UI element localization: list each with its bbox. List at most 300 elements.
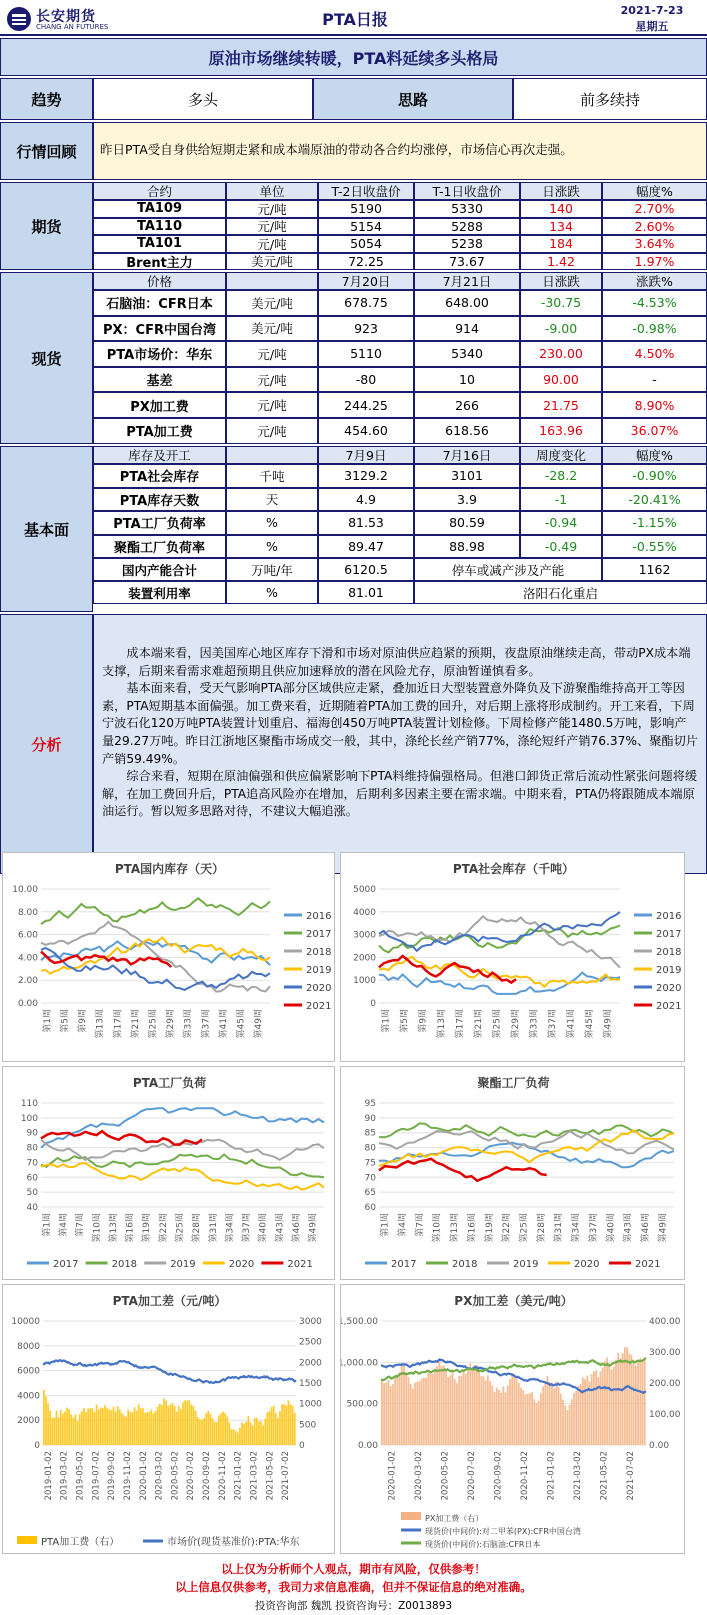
y-tick-label: 6.00	[17, 930, 38, 941]
x-tick-label: 2019-03-02	[59, 1451, 70, 1501]
y-tick-label: 90	[364, 1113, 376, 1124]
bar	[49, 1411, 51, 1445]
bar	[385, 1382, 387, 1445]
utilization-value: 81.01	[318, 581, 414, 604]
spot-cell: 5110	[318, 341, 414, 367]
bar	[569, 1405, 571, 1445]
y-tick-label: 10.00	[12, 885, 38, 895]
y-right-tick-label: 100.00	[649, 1410, 681, 1420]
bar	[231, 1429, 233, 1445]
x-tick-label: 2019-05-02	[75, 1451, 86, 1501]
spot-header-cell: 涨跌%	[602, 272, 707, 290]
bar	[452, 1372, 454, 1445]
bar	[269, 1411, 271, 1445]
bar	[500, 1393, 502, 1445]
chart-title: PTA国内库存（天）	[114, 862, 225, 876]
x-tick-label: 2020-05-02	[170, 1451, 181, 1501]
bar	[197, 1417, 199, 1445]
x-tick-label: 第19周	[142, 1213, 153, 1243]
bar	[644, 1358, 646, 1445]
top-header	[0, 0, 707, 36]
y-tick-label: 0.00	[357, 1441, 378, 1451]
futures-cell: 72.25	[318, 253, 414, 271]
bar	[531, 1392, 533, 1445]
bar	[514, 1374, 516, 1445]
bar	[547, 1376, 549, 1445]
y-right-tick-label: 300.00	[649, 1348, 681, 1358]
x-tick-label: 第16周	[467, 1213, 478, 1243]
bar	[207, 1411, 209, 1445]
bar	[472, 1368, 474, 1445]
x-tick-label: 2021-03-02	[572, 1451, 583, 1501]
fundamentals-label: 基本面	[0, 446, 93, 612]
bar	[529, 1393, 531, 1445]
spot-header-cell: 价格	[93, 272, 226, 290]
x-tick-label: 2021-03-02	[249, 1451, 260, 1501]
bar	[172, 1403, 174, 1445]
spot-cell: 163.96	[520, 418, 602, 444]
bar	[165, 1401, 167, 1445]
y-tick-label: 75	[364, 1158, 376, 1169]
bar	[129, 1412, 131, 1445]
bar	[157, 1407, 159, 1445]
bar	[520, 1388, 522, 1445]
chart-svg	[341, 853, 686, 1063]
y-tick-label: 80	[364, 1143, 376, 1154]
bar	[575, 1391, 577, 1445]
bar	[458, 1376, 460, 1445]
bar	[456, 1383, 458, 1445]
x-tick-label: 第1周	[380, 1213, 391, 1237]
bar	[106, 1408, 108, 1445]
spot-cell: 90.00	[520, 367, 602, 393]
x-tick-label: 2020-07-02	[466, 1451, 477, 1501]
bar	[414, 1383, 416, 1445]
y-right-tick-label: 200.00	[649, 1379, 681, 1389]
legend-label: 现货价(中间价):对二甲苯(PX):CFR中国台湾	[425, 1527, 581, 1536]
x-tick-label: 第31周	[208, 1213, 219, 1243]
y-tick-label: 1,500.00	[341, 1317, 378, 1327]
bar	[176, 1412, 178, 1445]
bar	[216, 1422, 218, 1445]
bar	[637, 1360, 639, 1445]
legend-label: 2018	[306, 947, 332, 958]
legend-label: 2021	[306, 1001, 332, 1012]
bar	[613, 1367, 615, 1445]
bar	[180, 1409, 182, 1445]
chart-svg	[3, 1285, 336, 1555]
bar	[138, 1404, 140, 1445]
futures-cell: 184	[520, 235, 602, 253]
x-tick-label: 第34周	[571, 1213, 582, 1243]
futures-cell: 140	[520, 200, 602, 218]
spot-cell: PX：CFR中国台湾	[93, 316, 226, 342]
x-tick-label: 2019-11-02	[122, 1451, 133, 1501]
bar	[239, 1428, 241, 1445]
x-tick-label: 2020-01-02	[138, 1451, 149, 1501]
y-tick-label: 40	[26, 1203, 38, 1213]
x-tick-label: 第10周	[92, 1213, 103, 1243]
bar	[593, 1371, 595, 1445]
y-right-tick-label: 2500	[299, 1337, 322, 1348]
bar	[226, 1417, 228, 1445]
bar	[229, 1422, 231, 1445]
bar	[56, 1411, 58, 1445]
bar	[142, 1408, 144, 1445]
bar	[294, 1413, 296, 1445]
x-tick-label: 第34周	[225, 1213, 236, 1243]
bar	[205, 1413, 207, 1445]
x-tick-label: 第43周	[623, 1213, 634, 1243]
fundamentals-cell: 3129.2	[318, 464, 414, 488]
bar	[163, 1398, 165, 1445]
bar	[193, 1406, 195, 1445]
spot-cell: -9.00	[520, 316, 602, 342]
series-line	[41, 1163, 324, 1190]
bar	[430, 1373, 432, 1445]
x-tick-label: 2020-05-02	[440, 1451, 451, 1501]
x-tick-label: 第1周	[42, 1213, 53, 1237]
bar	[224, 1413, 226, 1445]
legend-label: 市场价(现货基准价):PTA:华东	[167, 1537, 300, 1548]
y-tick-label: 4.00	[17, 953, 38, 964]
trend-label: 趋势	[0, 78, 93, 120]
bar	[203, 1418, 205, 1445]
legend-label: 2021	[635, 1259, 661, 1270]
y-right-tick-label: 500	[299, 1420, 317, 1431]
bar	[522, 1390, 524, 1445]
legend-label: 2017	[391, 1259, 417, 1270]
legend-label: 2016	[306, 911, 332, 922]
legend-label: 2018	[111, 1259, 138, 1270]
fundamentals-cell: PTA工厂负荷率	[93, 511, 226, 535]
x-tick-label: 第40周	[258, 1213, 269, 1243]
bar	[220, 1413, 222, 1445]
y-tick-label: 80	[26, 1143, 38, 1154]
y-right-tick-label: 2000	[299, 1358, 322, 1369]
bar	[210, 1414, 212, 1445]
bar	[266, 1412, 268, 1445]
x-tick-label: 第25周	[519, 1213, 530, 1243]
spot-header-cell: 7月20日	[318, 272, 414, 290]
fundamentals-cell: -0.94	[520, 511, 602, 535]
bar	[279, 1411, 281, 1445]
bar	[256, 1418, 258, 1445]
fundamentals-cell: %	[226, 511, 318, 535]
bar	[390, 1386, 392, 1445]
bar	[115, 1411, 117, 1445]
x-tick-label: 第13周	[108, 1213, 119, 1243]
bar	[260, 1421, 262, 1445]
bar	[410, 1384, 412, 1445]
legend-label: 2018	[656, 947, 682, 958]
y-tick-label: 85	[364, 1128, 376, 1139]
y-right-tick-label: 1000	[299, 1399, 322, 1410]
x-tick-label: 第4周	[398, 1213, 409, 1237]
spot-cell: 923	[318, 316, 414, 342]
bar	[54, 1417, 56, 1445]
futures-cell: 元/吨	[226, 235, 318, 253]
fundamentals-cell: PTA库存天数	[93, 488, 226, 512]
bar	[98, 1409, 100, 1445]
x-tick-label: 2020-03-02	[413, 1451, 424, 1501]
futures-cell: 5054	[318, 235, 414, 253]
x-tick-label: 第45周	[585, 1009, 596, 1039]
bar	[564, 1406, 566, 1445]
x-tick-label: 第41周	[218, 1009, 229, 1039]
x-tick-label: 第25周	[175, 1213, 186, 1243]
x-tick-label: 第37周	[242, 1213, 253, 1243]
bar	[68, 1409, 70, 1445]
bar	[421, 1379, 423, 1445]
bar	[170, 1405, 172, 1445]
x-tick-label: 2020-01-02	[387, 1451, 398, 1501]
spot-cell: 21.75	[520, 392, 602, 418]
y-right-tick-label: 1500	[299, 1379, 322, 1389]
bar	[494, 1392, 496, 1445]
bar	[518, 1383, 520, 1445]
bar	[281, 1404, 283, 1445]
series-line	[379, 1131, 674, 1153]
bar	[476, 1365, 478, 1445]
bar	[463, 1371, 465, 1445]
bar	[600, 1372, 602, 1445]
bar	[70, 1414, 72, 1445]
x-tick-label: 第46周	[292, 1213, 303, 1243]
bar	[474, 1365, 476, 1445]
y-tick-label: 500.00	[346, 1399, 378, 1410]
bar	[516, 1377, 518, 1445]
bar	[134, 1407, 136, 1445]
bar	[186, 1400, 188, 1445]
spot-cell: -30.75	[520, 290, 602, 316]
x-tick-label: 2021-05-02	[599, 1451, 610, 1501]
bar	[146, 1412, 148, 1445]
bar	[549, 1382, 551, 1445]
logo-name: 长安期货	[36, 9, 96, 25]
bar	[235, 1431, 237, 1445]
futures-header-cell: T-1日收盘价	[414, 182, 520, 200]
futures-cell: 美元/吨	[226, 253, 318, 271]
capacity-unit: 万吨/年	[226, 558, 318, 581]
fundamentals-cell: 88.98	[414, 535, 520, 559]
bar	[250, 1422, 252, 1445]
bar	[441, 1366, 443, 1445]
futures-cell: 3.64%	[602, 235, 707, 253]
bar	[83, 1408, 85, 1445]
y-tick-label: 0	[34, 1441, 40, 1451]
chart-panel-6	[340, 1284, 685, 1554]
chart-title: PX加工差（美元/吨）	[454, 1294, 573, 1308]
spot-cell: 618.56	[414, 418, 520, 444]
x-tick-label: 第13周	[450, 1213, 461, 1243]
bar	[507, 1386, 509, 1445]
x-tick-label: 第37周	[548, 1009, 559, 1039]
y-tick-label: 2000	[17, 1416, 40, 1427]
bar	[633, 1360, 635, 1445]
bar	[96, 1405, 98, 1445]
bar	[544, 1382, 546, 1445]
x-tick-label: 2020-09-02	[493, 1451, 504, 1501]
bar	[622, 1353, 624, 1445]
bar	[447, 1377, 449, 1445]
spot-cell: 基差	[93, 367, 226, 393]
bar	[62, 1414, 64, 1445]
y-tick-label: 60	[26, 1173, 38, 1184]
bar	[66, 1408, 68, 1445]
x-tick-label: 第49周	[254, 1009, 265, 1039]
spot-header-cell: 日涨跌	[520, 272, 602, 290]
legend-label: PTA加工费（右）	[41, 1537, 120, 1548]
fundamentals-header-cell: 7月9日	[318, 446, 414, 464]
futures-cell: Brent主力	[93, 253, 226, 271]
chart-svg	[3, 1067, 336, 1281]
bar	[438, 1360, 440, 1445]
series-line	[379, 973, 620, 994]
bar	[620, 1358, 622, 1445]
y-tick-label: 60	[364, 1203, 376, 1213]
y-tick-label: 3000	[353, 930, 376, 941]
bar	[586, 1376, 588, 1445]
bar	[381, 1380, 383, 1445]
bar	[509, 1379, 511, 1445]
fundamentals-cell: -0.49	[520, 535, 602, 559]
bar	[485, 1380, 487, 1445]
spot-cell: 10	[414, 367, 520, 393]
bar	[94, 1412, 96, 1445]
bar	[416, 1382, 418, 1445]
bar	[635, 1366, 637, 1445]
bar	[290, 1404, 292, 1445]
footer-risk-note: 以上仅为分析师个人观点，期市有风险，仅供参考！	[221, 1562, 486, 1576]
bar	[237, 1433, 239, 1445]
spot-cell: 元/吨	[226, 341, 318, 367]
x-tick-label: 第43周	[275, 1213, 286, 1243]
bar	[445, 1370, 447, 1445]
bar	[108, 1409, 110, 1445]
bar	[127, 1410, 129, 1445]
futures-cell: 1.42	[520, 253, 602, 271]
x-tick-label: 第10周	[432, 1213, 443, 1243]
fundamentals-cell: -0.90%	[602, 464, 707, 488]
x-tick-label: 2021-01-02	[546, 1451, 557, 1501]
x-tick-label: 第4周	[58, 1213, 69, 1237]
capacity-value: 6120.5	[318, 558, 414, 581]
bar	[47, 1403, 49, 1445]
x-tick-label: 第28周	[536, 1213, 547, 1243]
bar	[167, 1406, 169, 1445]
bar	[434, 1369, 436, 1445]
x-tick-label: 第5周	[399, 1009, 410, 1033]
chart-title: 聚酯工厂负荷	[477, 1076, 550, 1090]
legend-label: 现货价(中间价):石脑油:CFR日本	[425, 1540, 541, 1549]
bar	[511, 1373, 513, 1445]
fundamentals-cell: -0.55%	[602, 535, 707, 559]
bar	[245, 1422, 247, 1445]
bar	[159, 1404, 161, 1445]
x-tick-label: 第25周	[492, 1009, 503, 1039]
chart-svg	[3, 853, 336, 1063]
x-tick-label: 第46周	[640, 1213, 651, 1243]
bar	[58, 1417, 60, 1445]
bar	[104, 1405, 106, 1445]
bar	[427, 1373, 429, 1445]
y-tick-label: 1,000.00	[341, 1358, 378, 1369]
bar	[555, 1382, 557, 1445]
spot-cell: PTA市场价：华东	[93, 341, 226, 367]
futures-cell: 5190	[318, 200, 414, 218]
x-tick-label: 第28周	[192, 1213, 203, 1243]
bar	[533, 1399, 535, 1445]
spot-cell: 36.07%	[602, 418, 707, 444]
spot-cell: 648.00	[414, 290, 520, 316]
futures-header-cell: 幅度%	[602, 182, 707, 200]
y-tick-label: 70	[364, 1173, 376, 1184]
legend-label: 2021	[656, 1001, 682, 1012]
bar	[436, 1366, 438, 1445]
bar	[388, 1380, 390, 1445]
fundamentals-cell: %	[226, 535, 318, 559]
x-tick-label: 2019-07-02	[91, 1451, 102, 1501]
analysis-label: 分析	[0, 614, 93, 874]
logo-english: CHANG AN FUTURES	[36, 23, 109, 31]
bar	[408, 1377, 410, 1445]
x-tick-label: 第19周	[484, 1213, 495, 1243]
bar	[536, 1403, 538, 1445]
x-tick-label: 第9周	[78, 1009, 89, 1033]
bar	[64, 1412, 66, 1445]
bar	[248, 1416, 250, 1445]
legend-label: 2018	[452, 1259, 478, 1270]
legend-label: PX加工费（右）	[425, 1514, 484, 1523]
bar	[264, 1419, 266, 1445]
bar	[277, 1418, 279, 1445]
bar	[43, 1390, 45, 1445]
spot-cell: 元/吨	[226, 367, 318, 393]
legend-label: 2020	[306, 983, 332, 994]
bar	[273, 1406, 275, 1445]
chart-panel-1	[2, 852, 335, 1062]
x-tick-label: 第7周	[415, 1213, 426, 1237]
bar	[271, 1407, 273, 1445]
bar	[628, 1354, 630, 1445]
bar	[123, 1415, 125, 1445]
fundamentals-header-cell: 周度变化	[520, 446, 602, 464]
bar	[110, 1410, 112, 1445]
fundamentals-header-cell: 幅度%	[602, 446, 707, 464]
futures-cell: TA110	[93, 218, 226, 236]
chart-svg	[341, 1285, 686, 1555]
x-tick-label: 2021-05-02	[265, 1451, 276, 1501]
x-tick-label: 第16周	[125, 1213, 136, 1243]
bar	[487, 1375, 489, 1445]
x-tick-label: 第31周	[554, 1213, 565, 1243]
bar	[60, 1410, 62, 1445]
bar	[151, 1409, 153, 1445]
bar	[478, 1371, 480, 1445]
fundamentals-cell: 聚酯工厂负荷率	[93, 535, 226, 559]
bar	[454, 1379, 456, 1445]
x-tick-label: 2019-01-02	[43, 1451, 54, 1501]
futures-header-cell: 单位	[226, 182, 318, 200]
utilization-label: 装置利用率	[93, 581, 226, 604]
spot-cell: 元/吨	[226, 418, 318, 444]
fundamentals-cell: 81.53	[318, 511, 414, 535]
bar	[91, 1408, 93, 1445]
y-tick-label: 100	[20, 1113, 38, 1124]
bar	[119, 1409, 121, 1445]
bar	[285, 1405, 287, 1445]
